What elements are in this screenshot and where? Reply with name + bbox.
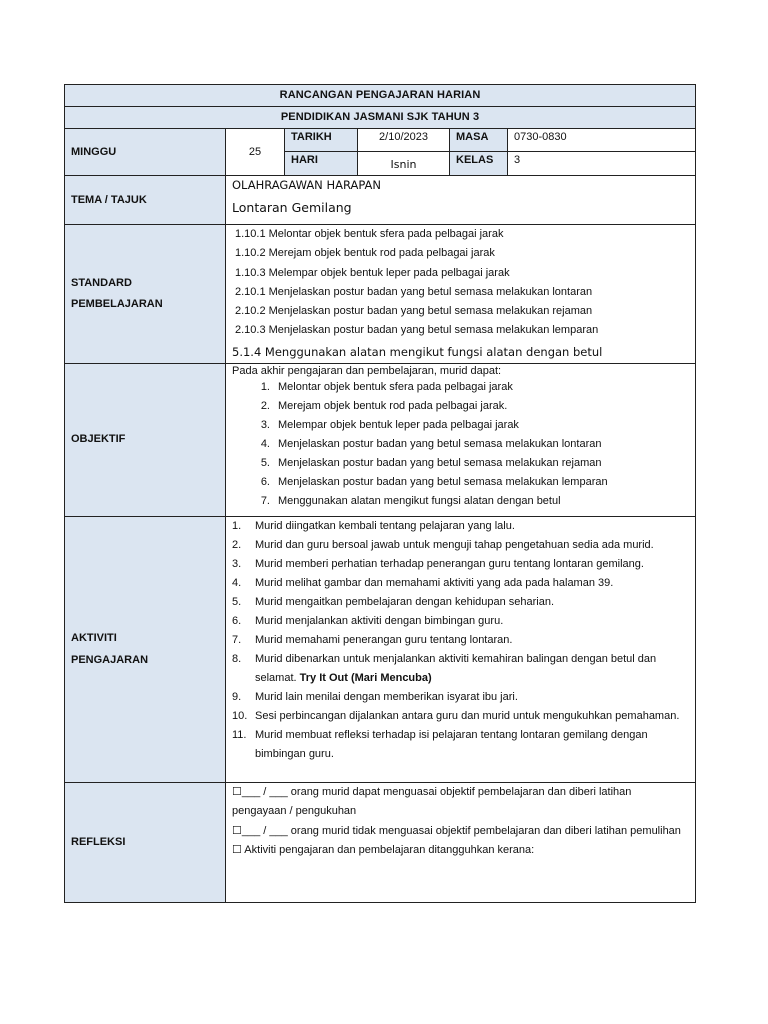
standard-label: [65, 225, 226, 364]
minggu-label: MINGGU: [65, 129, 226, 176]
objektif-item: 2. Merejam objek bentuk rod pada pelbagai jarak.: [260, 399, 508, 412]
standard-label-line-1: STANDARD: [71, 276, 132, 289]
tarikh-label: TARIKH: [285, 129, 358, 152]
aktiviti-item: 1. Murid diingatkan kembali tentang pelajaran yang lalu.: [232, 519, 515, 532]
refleksi-label: REFLEKSI: [65, 782, 226, 902]
refleksi-content: [226, 782, 696, 902]
tema-line-1: OLAHRAGAWAN HARAPAN: [232, 178, 382, 192]
standard-content: [226, 225, 696, 364]
aktiviti-content: [226, 516, 696, 782]
objektif-label: OBJEKTIF: [65, 363, 226, 516]
tema-line-2: Lontaran Gemilang: [232, 200, 352, 215]
lesson-plan-sheet: [64, 84, 695, 903]
aktiviti-item: 11. Murid membuat refleksi terhadap isi pelajaran tentang lontaran gemilang dengan bimbingan guru.: [232, 728, 648, 760]
tarikh-value: 2/10/2023: [358, 129, 450, 152]
aktiviti-label-line-2: PENGAJARAN: [71, 654, 149, 667]
tema-content: [226, 176, 696, 225]
objektif-list: [232, 378, 689, 511]
standard-item-last: 5.1.4 Menggunakan alatan mengikut fungsi alatan dengan betul: [232, 344, 603, 359]
masa-value: 0730-0830: [508, 129, 696, 152]
aktiviti-item: 9. Murid lain menilai dengan memberikan isyarat ibu jari.: [232, 690, 518, 703]
try-it-out-label: Try It Out (Mari Mencuba): [299, 671, 432, 684]
standard-item: 1.10.2 Merejam objek bentuk rod pada pelbagai jarak: [235, 247, 495, 260]
objektif-item: 3. Melempar objek bentuk leper pada pelbagai jarak: [260, 418, 519, 431]
aktiviti-item: 10. Sesi perbincangan dijalankan antara guru dan murid untuk mengukuhkan pemahaman.: [232, 709, 680, 722]
objektif-content: [226, 363, 696, 516]
masa-label: MASA: [450, 129, 508, 152]
document-title: RANCANGAN PENGAJARAN HARIAN: [65, 85, 696, 107]
aktiviti-item: 3. Murid memberi perhatian terhadap penerangan guru tentang lontaran gemilang.: [232, 557, 644, 570]
kelas-label: KELAS: [450, 152, 508, 176]
refleksi-line-3: ☐ Aktiviti pengajaran dan pembelajaran ditangguhkan kerana:: [232, 844, 535, 857]
aktiviti-item: 2. Murid dan guru bersoal jawab untuk menguji tahap pengetahuan sedia ada murid.: [232, 538, 654, 551]
aktiviti-item: 8. Murid dibenarkan untuk menjalankan aktiviti kemahiran balingan dengan betul dan selamat. Try It Out (Mari Mencuba): [232, 652, 657, 684]
aktiviti-item: 5. Murid mengaitkan pembelajaran dengan kehidupan seharian.: [232, 595, 555, 608]
objektif-item: 4. Menjelaskan postur badan yang betul semasa melakukan lontaran: [260, 437, 602, 450]
refleksi-line-1: ☐___ / ___ orang murid dapat menguasai objektif pembelajaran dan diberi latihan pengayaan / pengukuhan: [232, 785, 632, 818]
tema-label: TEMA / TAJUK: [65, 176, 226, 225]
hari-label: HARI: [285, 152, 358, 176]
objektif-item: 7. Menggunakan alatan mengikut fungsi alatan dengan betul: [260, 494, 561, 507]
hari-value: Isnin: [358, 152, 450, 176]
standard-label-line-2: PEMBELAJARAN: [71, 297, 163, 310]
document-subtitle: PENDIDIKAN JASMANI SJK TAHUN 3: [65, 107, 696, 129]
aktiviti-list: [232, 517, 687, 764]
standard-item: 2.10.1 Menjelaskan postur badan yang betul semasa melakukan lontaran: [235, 285, 593, 298]
standard-item: 1.10.3 Melempar objek bentuk leper pada pelbagai jarak: [235, 266, 510, 279]
objektif-item: 1. Melontar objek bentuk sfera pada pelbagai jarak: [260, 380, 513, 393]
aktiviti-item: 4. Murid melihat gambar dan memahami aktiviti yang ada pada halaman 39.: [232, 576, 614, 589]
kelas-value: 3: [508, 152, 696, 176]
standard-item: 2.10.2 Menjelaskan postur badan yang betul semasa melakukan rejaman: [235, 305, 593, 318]
objektif-intro: Pada akhir pengajaran dan pembelajaran, murid dapat:: [232, 364, 502, 377]
objektif-item: 5. Menjelaskan postur badan yang betul semasa melakukan rejaman: [260, 456, 602, 469]
aktiviti-label-line-1: AKTIVITI: [71, 632, 117, 645]
lesson-plan-table: [64, 84, 696, 903]
refleksi-line-2: ☐___ / ___ orang murid tidak menguasai objektif pembelajaran dan diberi latihan pemulihan: [232, 824, 681, 837]
minggu-value: 25: [226, 129, 285, 176]
aktiviti-label: [65, 516, 226, 782]
standard-item: 2.10.3 Menjelaskan postur badan yang betul semasa melakukan lemparan: [235, 324, 599, 337]
aktiviti-item: 7. Murid memahami penerangan guru tentang lontaran.: [232, 633, 513, 646]
standard-item: 1.10.1 Melontar objek bentuk sfera pada pelbagai jarak: [235, 228, 504, 240]
aktiviti-item: 6. Murid menjalankan aktiviti dengan bimbingan guru.: [232, 614, 504, 627]
objektif-item: 6. Menjelaskan postur badan yang betul semasa melakukan lemparan: [260, 475, 608, 488]
